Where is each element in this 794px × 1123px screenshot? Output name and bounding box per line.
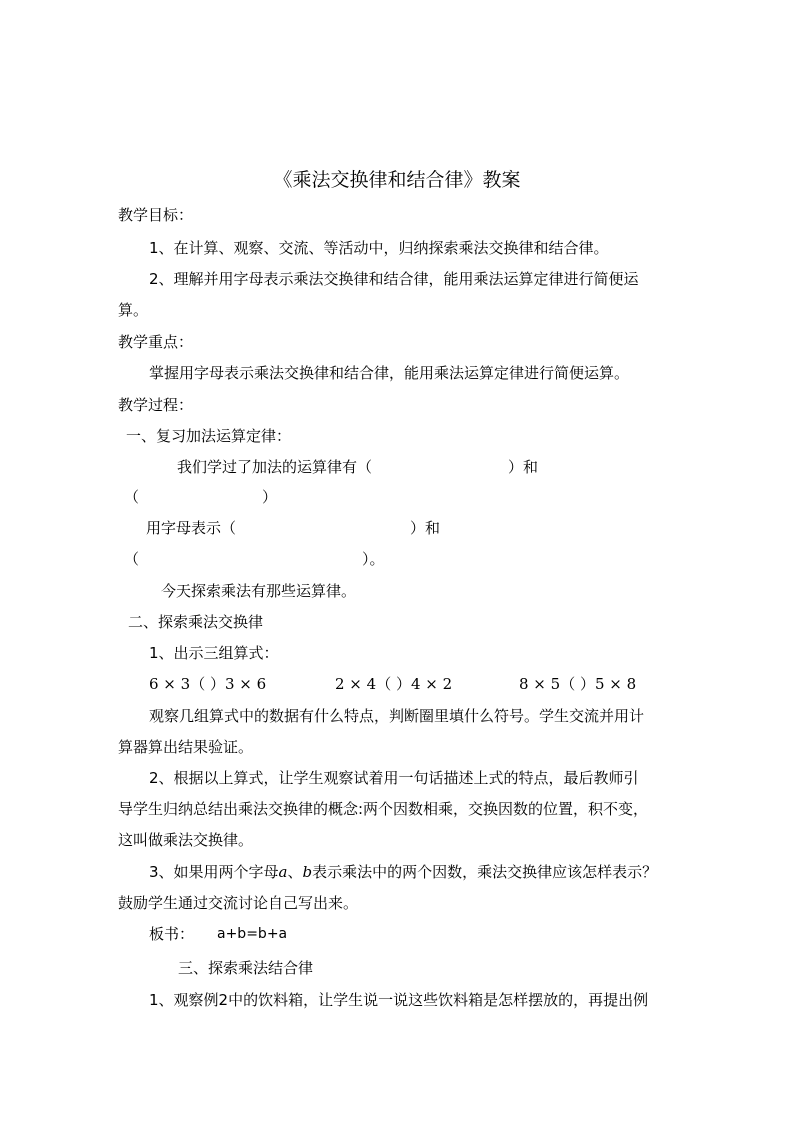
item-3-text-a: 3、如果用两个字母 — [149, 863, 279, 881]
board-formula: a+b=b+a — [217, 926, 288, 942]
expression-1: 6 × 3（ ）3 × 6 — [149, 675, 267, 693]
board-label: 板书： — [149, 925, 195, 943]
review-line-1-start: 我们学过了加法的运算律有（ — [177, 458, 373, 476]
item-3-text-c: 表示乘法中的两个因数，乘法交换律应该怎样表示？ — [312, 863, 658, 881]
focus-heading: 教学重点： — [118, 333, 194, 351]
review-line-3-end: ）和 — [410, 519, 441, 537]
variable-b: b — [302, 863, 313, 881]
section-2-item-2-line-3: 这叫做乘法交换律。 — [118, 831, 254, 849]
document-title: 《乘法交换律和结合律》教案 — [273, 169, 521, 191]
observe-line-1: 观察几组算式中的数据有什么特点，判断圈里填什么符号。学生交流并用计 — [149, 707, 645, 725]
expression-2: 2 × 4（ ）4 × 2 — [335, 675, 453, 693]
section-2-heading: 二、探索乘法交换律 — [128, 613, 264, 631]
section-2-item-3-line-1 — [149, 862, 657, 882]
section-2-item-3-line-2: 鼓励学生通过交流讨论自己写出来。 — [118, 894, 359, 912]
section-3-heading: 三、探索乘法结合律 — [178, 959, 314, 977]
focus-text: 掌握用字母表示乘法交换律和结合律，能用乘法运算定律进行简便运算。 — [149, 364, 630, 382]
expression-3: 8 × 5（ ）5 × 8 — [519, 675, 637, 693]
section-2-item-2-line-1: 2、根据以上算式，让学生观察试着用一句话描述上式的特点，最后教师引 — [149, 769, 639, 787]
section-2-item-2-line-2: 导学生归纳总结出乘法交换律的概念:两个因数相乘，交换因数的位置，积不变， — [118, 800, 649, 818]
goal-1: 1、在计算、观察、交流、等活动中，归纳探索乘法交换律和结合律。 — [149, 239, 609, 257]
observe-line-2: 算器算出结果验证。 — [118, 738, 254, 756]
review-line-5: 今天探索乘法有那些运算律。 — [161, 582, 357, 600]
review-line-1-end: ）和 — [508, 458, 539, 476]
section-1-heading: 一、复习加法运算定律： — [126, 427, 292, 445]
item-3-text-b: 、 — [287, 863, 303, 881]
review-line-3-start: 用字母表示（ — [146, 519, 237, 537]
section-2-item-1: 1、出示三组算式： — [149, 644, 279, 662]
goal-2-line-1: 2、理解并用字母表示乘法交换律和结合律，能用乘法运算定律进行简便运 — [149, 270, 639, 288]
review-line-4-end: ）。 — [362, 550, 385, 568]
process-heading: 教学过程： — [118, 396, 194, 414]
goal-2-line-2: 算。 — [118, 301, 149, 319]
section-3-item-1: 1、观察例2中的饮料箱，让学生说一说这些饮料箱是怎样摆放的，再提出例 — [149, 991, 649, 1009]
review-line-2-start: （ — [124, 488, 140, 506]
review-line-2-end: ） — [262, 488, 278, 506]
goals-heading: 教学目标： — [118, 206, 194, 224]
variable-a: a — [278, 863, 288, 881]
review-line-4-start: （ — [124, 550, 140, 568]
